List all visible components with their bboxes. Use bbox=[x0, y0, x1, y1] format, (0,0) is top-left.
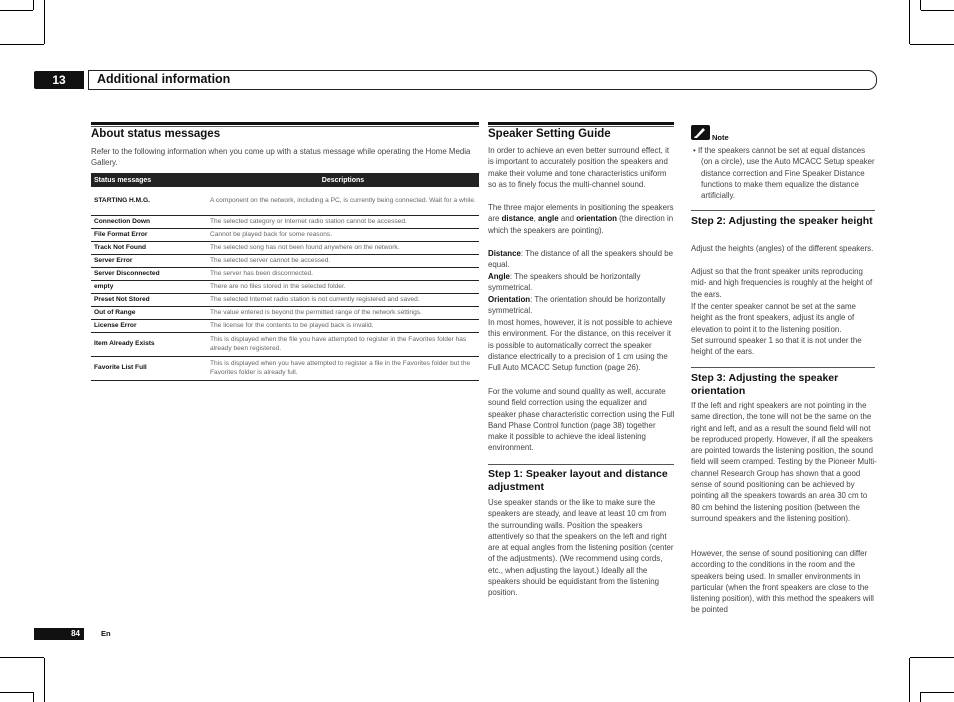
crop-mark bbox=[0, 10, 33, 11]
guide-angle: Angle: The speakers should be horizontally symmetrical. bbox=[488, 272, 641, 293]
status-description: This is displayed when you have attempted to register a file in the Favorites folder but the Favorites folder is already full. bbox=[207, 356, 479, 380]
crop-mark bbox=[920, 0, 921, 10]
status-message: Server Disconnected bbox=[91, 267, 207, 280]
table-row bbox=[91, 254, 479, 267]
section-rule bbox=[488, 464, 674, 465]
column-header: Descriptions bbox=[207, 173, 479, 187]
guide-section-title: Speaker Setting Guide bbox=[488, 128, 611, 140]
table-row bbox=[91, 267, 479, 280]
status-description: The selected Internet radio station is not currently registered and saved. bbox=[207, 293, 479, 306]
crop-mark bbox=[33, 0, 34, 10]
crop-mark bbox=[0, 657, 44, 658]
section-rule bbox=[91, 126, 479, 127]
crop-mark bbox=[909, 658, 910, 702]
crop-mark bbox=[44, 0, 45, 44]
status-description: The license for the contents to be played back is invalid. bbox=[207, 319, 479, 332]
guide-paragraph-elements: The three major elements in positioning the speakers are distance, angle and orientation (the direction in which the speakers are pointing). bbox=[488, 203, 674, 235]
status-message: Track Not Found bbox=[91, 241, 207, 254]
status-message: Preset Not Stored bbox=[91, 293, 207, 306]
column-header: Status messages bbox=[91, 173, 207, 187]
table-row bbox=[91, 332, 479, 356]
status-message: Server Error bbox=[91, 254, 207, 267]
guide-paragraph: In order to achieve an even better surround effect, it is important to accurately position the speakers and make their volume and tone characteristics uniform so as to finely focus the multi-channel sound. bbox=[488, 146, 670, 189]
step3-title: Step 3: Adjusting the speaker orientation bbox=[691, 372, 839, 397]
status-message: STARTING H.M.G. bbox=[91, 187, 207, 215]
crop-mark bbox=[33, 692, 34, 702]
status-message: License Error bbox=[91, 319, 207, 332]
step2-title: Step 2: Adjusting the speaker height bbox=[691, 215, 873, 227]
status-messages-table bbox=[91, 173, 479, 381]
crop-mark bbox=[910, 44, 954, 45]
chapter-title: Additional information bbox=[97, 72, 231, 86]
section-rule bbox=[488, 126, 674, 127]
status-section-title: About status messages bbox=[91, 128, 221, 140]
note-label: Note bbox=[712, 133, 729, 142]
status-message: Out of Range bbox=[91, 306, 207, 319]
status-description: A component on the network, including a PC, is currently being connected. Wait for a while. bbox=[207, 187, 479, 215]
section-rule bbox=[691, 210, 875, 211]
table-header-row bbox=[91, 173, 479, 187]
crop-mark bbox=[921, 10, 954, 11]
table-row bbox=[91, 215, 479, 228]
status-description: The selected server cannot be accessed. bbox=[207, 254, 479, 267]
guide-orientation: Orientation: The orientation should be horizontally symmetrical. bbox=[488, 295, 666, 316]
section-rule bbox=[488, 122, 674, 125]
note-icon bbox=[691, 125, 710, 140]
status-description: The selected song has not been found anywhere on the network. bbox=[207, 241, 479, 254]
guide-paragraph: In most homes, however, it is not possible to achieve this environment. For the distance, on this receiver it is possible to automatically correct the speaker distance electrically to a precision of 1 cm using the Full Auto MCACC Setup function (page 26). bbox=[488, 318, 673, 373]
section-rule bbox=[691, 367, 875, 368]
page-number: 84 bbox=[34, 628, 84, 640]
step2-text: Adjust so that the front speaker units reproducing mid- and high frequencies is roughly at the height of the ears. bbox=[691, 267, 873, 299]
step3-text: If the left and right speakers are not pointing in the same direction, the tone will not be the same on the right and left, and as a result the sound field will not be reproduced properly. However, if all the speakers are pointed towards the listening position, the sound field will seem cramped. Testing by the Pioneer Multi-channel Research Group has shown that a good sense of sound positioning can be achieved by pointing all the speakers towards an area 30 cm to 80 cm behind the listening position (between the surround speakers and the listening position). bbox=[691, 401, 877, 523]
step2-text: If the center speaker cannot be set at the same height as the front speakers, adjust its angle of elevation to point it to the listening position. bbox=[691, 302, 856, 334]
status-description: The selected category or Internet radio station cannot be accessed. bbox=[207, 215, 479, 228]
chapter-number: 13 bbox=[34, 71, 84, 89]
step2-text: Adjust the heights (angles) of the different speakers. bbox=[691, 244, 874, 253]
note-item: • If the speakers cannot be set at equal distances (on a circle), use the Auto MCACC Setup speaker distance correction and Fine Speaker Distance functions to make them equalize the distance artificially. bbox=[693, 146, 875, 201]
table-row bbox=[91, 306, 479, 319]
table-row bbox=[91, 187, 479, 215]
crop-mark bbox=[910, 657, 954, 658]
table-row bbox=[91, 241, 479, 254]
language-label: En bbox=[101, 629, 111, 638]
crop-mark bbox=[920, 692, 921, 702]
step3-text: However, the sense of sound positioning can differ according to the conditions in the room and the speakers being used. In smaller environments in particular (when the front speakers are close to the listening position), with this method the speakers will be pointed bbox=[691, 549, 874, 615]
status-message: empty bbox=[91, 280, 207, 293]
status-message: Connection Down bbox=[91, 215, 207, 228]
step1-text: Use speaker stands or the like to make sure the speakers are steady, and leave at least 10 cm from the surrounding walls. Position the speakers attentively so that the speakers on the left and right are at equal angles from the listening position (center of the adjustments). (We recommend using cords, etc., when adjusting the layout.) Ideally all the speakers should be equidistant from the listening position. bbox=[488, 498, 674, 598]
table-row bbox=[91, 280, 479, 293]
table-row bbox=[91, 319, 479, 332]
crop-mark bbox=[921, 692, 954, 693]
step2-text: Set surround speaker 1 so that it is not under the height of the ears. bbox=[691, 336, 862, 357]
status-intro: Refer to the following information when you come up with a status message while operating the Home Media Gallery. bbox=[91, 147, 471, 168]
status-description: The server has been disconnected. bbox=[207, 267, 479, 280]
status-message: Item Already Exists bbox=[91, 332, 207, 356]
step1-title: Step 1: Speaker layout and distance adjustment bbox=[488, 468, 668, 493]
table-row bbox=[91, 293, 479, 306]
status-description: Cannot be played back for some reasons. bbox=[207, 228, 479, 241]
table-row bbox=[91, 356, 479, 380]
status-description: This is displayed when the file you have attempted to register in the Favorites folder has already been registered. bbox=[207, 332, 479, 356]
guide-paragraph: For the volume and sound quality as well, accurate sound field correction using the equalizer and speaker phase characteristic correction using the Full Band Phase Control function (page 38) together make it possible to achieve the ideal listening environment. bbox=[488, 387, 675, 453]
guide-distance: Distance: The distance of all the speakers should be equal. bbox=[488, 249, 673, 270]
status-message: Favorite List Full bbox=[91, 356, 207, 380]
crop-mark bbox=[0, 44, 44, 45]
status-message: File Format Error bbox=[91, 228, 207, 241]
section-rule bbox=[91, 122, 479, 125]
crop-mark bbox=[0, 692, 33, 693]
crop-mark bbox=[44, 658, 45, 702]
table-row bbox=[91, 228, 479, 241]
status-description: There are no files stored in the selected folder. bbox=[207, 280, 479, 293]
crop-mark bbox=[909, 0, 910, 44]
status-description: The value entered is beyond the permitted range of the network settings. bbox=[207, 306, 479, 319]
